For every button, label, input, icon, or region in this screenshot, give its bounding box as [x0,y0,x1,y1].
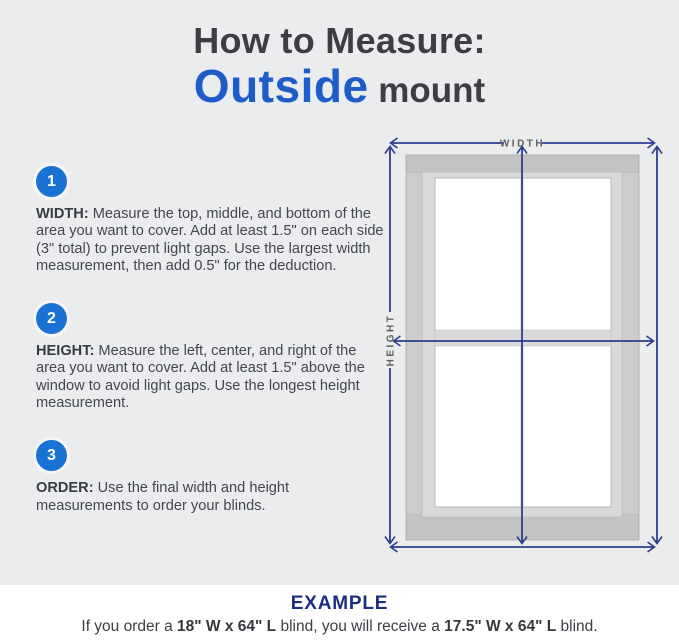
step-3-text [36,480,384,515]
step-2-label: HEIGHT: [36,343,95,360]
example-received-size: 17.5" W x 64" L [444,618,557,635]
step-2-number: 2 [47,309,56,327]
step-2-body: Measure the left, center, and right of the area you want to cover. Add at least 1.5" above the window to avoid light gaps. Use the longest height measurement. [36,343,365,412]
example-footer [0,585,679,644]
step-1-body: Measure the top, middle, and bottom of the area you want to cover. Add at least 1.5" on each side (3" total) to prevent light gaps. Use the largest width measurement, then add 0.5" for the deduction. [36,206,384,274]
title-line-2 [0,59,679,112]
step-order [36,440,384,515]
example-heading: EXAMPLE [290,593,389,614]
step-2-text [36,343,384,412]
step-2-badge [36,303,67,334]
height-arrow-label: HEIGHT [385,313,397,367]
page-title [0,22,679,110]
step-3-body: Use the final width and height measurements to order your blinds. [36,480,290,514]
instructions-list [36,166,384,543]
example-part3: blind. [556,618,598,635]
title-mount-word: mount [368,70,486,110]
title-mount-type: Outside [193,59,369,112]
width-arrow-label: WIDTH [499,138,546,150]
step-1-number: 1 [47,172,56,190]
example-sentence [0,618,679,636]
example-part1: If you order a [81,618,178,635]
step-1-label: WIDTH: [36,206,89,222]
step-width [36,166,384,275]
title-line-1: How to Measure: [193,20,486,61]
step-3-number: 3 [47,446,56,464]
example-ordered-size: 18" W x 64" L [177,618,277,635]
window-check-rail [435,330,611,346]
step-1-text [36,206,384,275]
step-3-label: ORDER: [36,480,94,497]
step-height [36,303,384,412]
step-1-badge [36,166,67,197]
step-3-badge [36,440,67,471]
example-part2: blind, you will receive a [276,618,445,635]
window-diagram [377,130,673,562]
window-diagram-svg [377,130,673,562]
